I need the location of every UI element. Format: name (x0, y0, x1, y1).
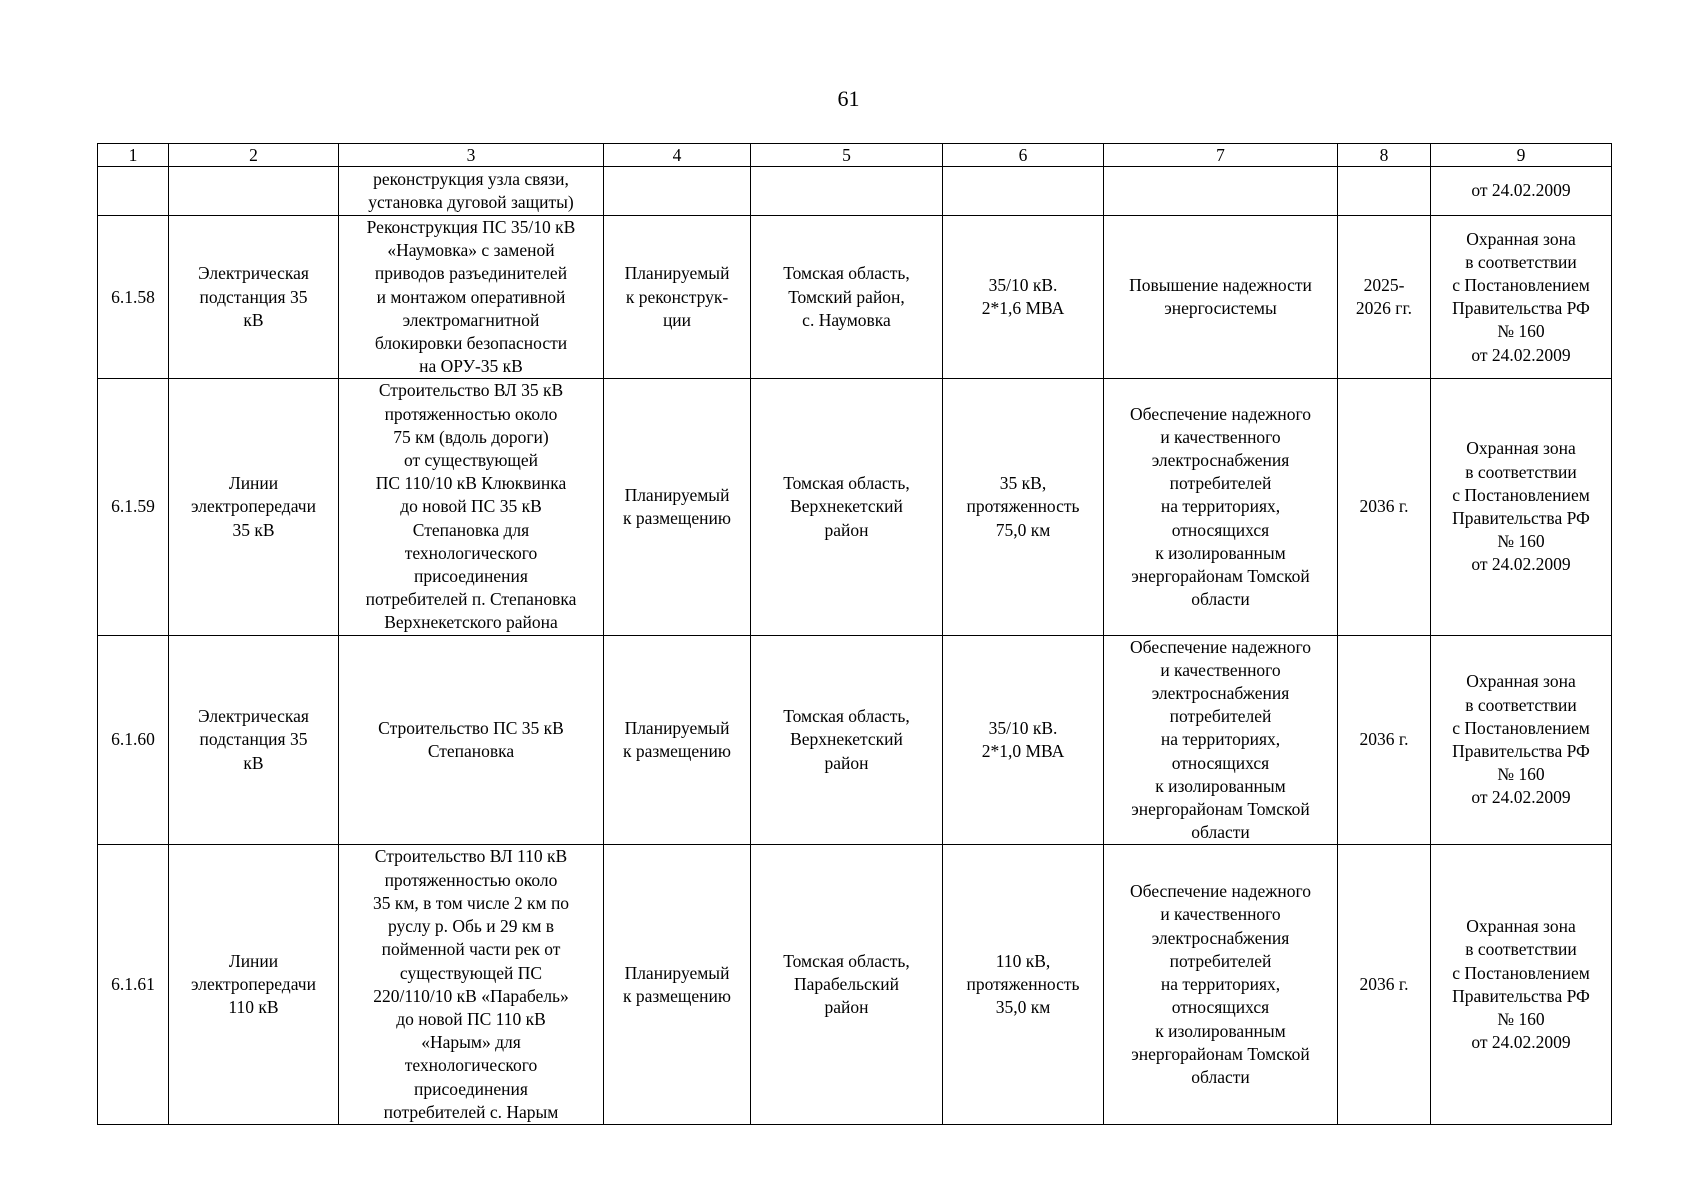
cell-number: 6.1.60 (98, 635, 169, 845)
cell-purpose: Обеспечение надежного и качественного электроснабжения потребителей на территориях, относящихся к изолированным энергорайонам Томской области (1104, 379, 1338, 635)
column-header: 4 (604, 144, 751, 167)
cell-status (604, 167, 751, 216)
cell-period: 2036 г. (1338, 845, 1431, 1124)
cell-characteristics: 35/10 кВ. 2*1,6 МВА (943, 216, 1104, 379)
cell-zone: от 24.02.2009 (1431, 167, 1612, 216)
data-table (97, 143, 1612, 1125)
cell-location: Томская область, Верхнекетский район (751, 635, 943, 845)
cell-location: Томская область, Томский район, с. Наумовка (751, 216, 943, 379)
cell-zone: Охранная зона в соответствии с Постановлением Правительства РФ № 160 от 24.02.2009 (1431, 845, 1612, 1124)
cell-purpose: Обеспечение надежного и качественного электроснабжения потребителей на территориях, относящихся к изолированным энергорайонам Томской области (1104, 845, 1338, 1124)
page-number: 61 (837, 86, 860, 111)
cell-period (1338, 167, 1431, 216)
cell-object-type (169, 167, 339, 216)
cell-purpose: Обеспечение надежного и качественного электроснабжения потребителей на территориях, относящихся к изолированным энергорайонам Томской области (1104, 635, 1338, 845)
cell-characteristics: 35/10 кВ. 2*1,0 МВА (943, 635, 1104, 845)
cell-zone: Охранная зона в соответствии с Постановлением Правительства РФ № 160 от 24.02.2009 (1431, 216, 1612, 379)
cell-zone: Охранная зона в соответствии с Постановлением Правительства РФ № 160 от 24.02.2009 (1431, 635, 1612, 845)
cell-description: Строительство ПС 35 кВ Степановка (339, 635, 604, 845)
column-header: 2 (169, 144, 339, 167)
cell-description: реконструкция узла связи, установка дуговой защиты) (339, 167, 604, 216)
cell-period: 2025- 2026 гг. (1338, 216, 1431, 379)
table-row (98, 167, 1612, 216)
cell-status: Планируемый к размещению (604, 635, 751, 845)
cell-characteristics (943, 167, 1104, 216)
cell-number: 6.1.58 (98, 216, 169, 379)
cell-period: 2036 г. (1338, 635, 1431, 845)
cell-status: Планируемый к реконструк- ции (604, 216, 751, 379)
cell-purpose (1104, 167, 1338, 216)
cell-description: Строительство ВЛ 35 кВ протяженностью около 75 км (вдоль дороги) от существующей ПС 110/10 кВ Клюквинка до новой ПС 35 кВ Степановка для технологического присоединения потребителей п. Степановка Верхнекетского района (339, 379, 604, 635)
cell-number: 6.1.59 (98, 379, 169, 635)
column-header: 3 (339, 144, 604, 167)
column-header: 1 (98, 144, 169, 167)
cell-zone: Охранная зона в соответствии с Постановлением Правительства РФ № 160 от 24.02.2009 (1431, 379, 1612, 635)
cell-object-type: Электрическая подстанция 35 кВ (169, 635, 339, 845)
cell-location: Томская область, Верхнекетский район (751, 379, 943, 635)
table-row (98, 379, 1612, 635)
table-row (98, 845, 1612, 1124)
cell-description: Реконструкция ПС 35/10 кВ «Наумовка» с заменой приводов разъединителей и монтажом оперативной электромагнитной блокировки безопасности на ОРУ-35 кВ (339, 216, 604, 379)
cell-description: Строительство ВЛ 110 кВ протяженностью около 35 км, в том числе 2 км по руслу р. Обь и 29 км в пойменной части рек от существующей ПС 220/110/10 кВ «Парабель» до новой ПС 110 кВ «Нарым» для технологического присоединения потребителей с. Нарым (339, 845, 604, 1124)
table-row (98, 216, 1612, 379)
cell-object-type: Линии электропередачи 110 кВ (169, 845, 339, 1124)
cell-period: 2036 г. (1338, 379, 1431, 635)
cell-characteristics: 35 кВ, протяженность 75,0 км (943, 379, 1104, 635)
column-header: 7 (1104, 144, 1338, 167)
header-row (98, 144, 1612, 167)
column-header: 6 (943, 144, 1104, 167)
column-header: 5 (751, 144, 943, 167)
column-header: 8 (1338, 144, 1431, 167)
cell-location (751, 167, 943, 216)
cell-number: 6.1.61 (98, 845, 169, 1124)
cell-purpose: Повышение надежности энергосистемы (1104, 216, 1338, 379)
cell-location: Томская область, Парабельский район (751, 845, 943, 1124)
table-row (98, 635, 1612, 845)
cell-object-type: Электрическая подстанция 35 кВ (169, 216, 339, 379)
cell-status: Планируемый к размещению (604, 845, 751, 1124)
cell-characteristics: 110 кВ, протяженность 35,0 км (943, 845, 1104, 1124)
column-header: 9 (1431, 144, 1612, 167)
cell-status: Планируемый к размещению (604, 379, 751, 635)
cell-number (98, 167, 169, 216)
cell-object-type: Линии электропередачи 35 кВ (169, 379, 339, 635)
